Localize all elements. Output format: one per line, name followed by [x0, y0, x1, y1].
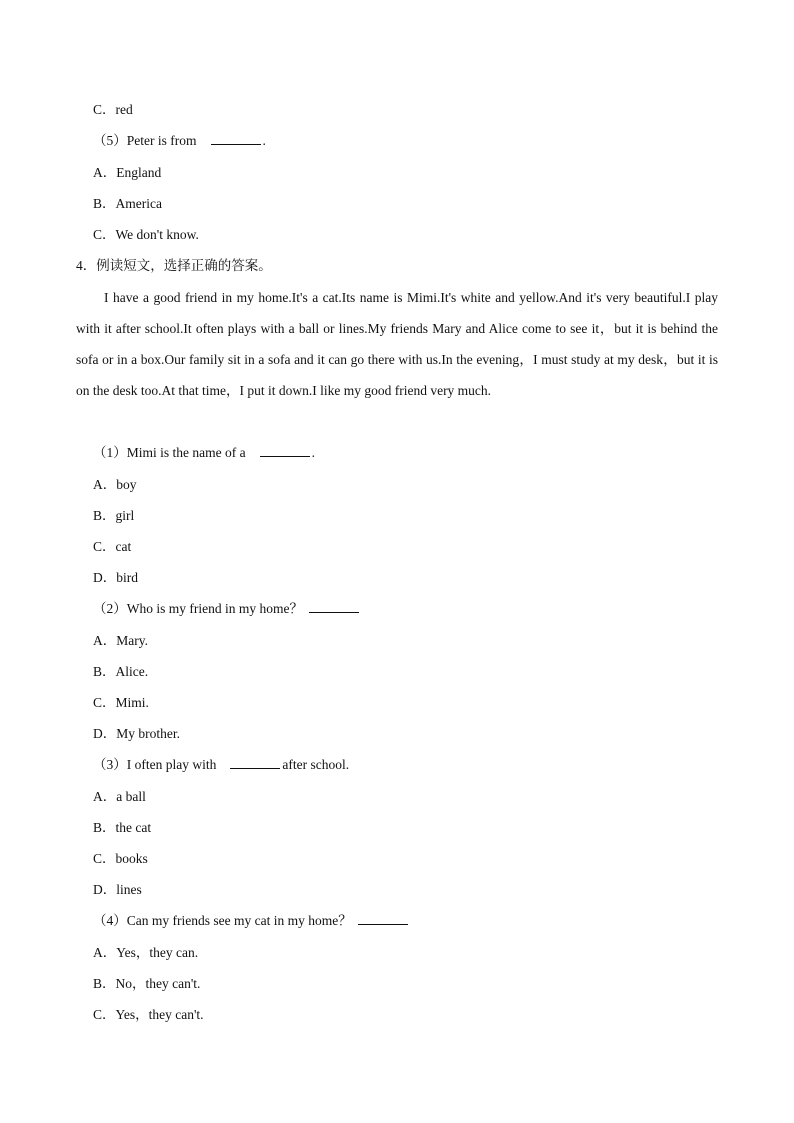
q1-option-d: D．bird [93, 570, 138, 585]
q4-option-c: C．Yes，they can't. [93, 1007, 204, 1022]
q3-option-c: C．books [93, 851, 148, 866]
question-4-text: （4）Can my friends see my cat in my home？ [93, 913, 352, 928]
question-3-end: after school. [282, 757, 350, 772]
q2-option-b: B．Alice. [93, 664, 149, 679]
answer-blank [211, 132, 261, 145]
q1-option-a: A．boy [93, 477, 137, 492]
section-4-heading: 4．例读短文，选择正确的答案。 [76, 258, 272, 273]
q1-option-b: B．girl [93, 508, 135, 523]
q2-option-d: D．My brother. [93, 726, 180, 741]
option-c: C．We don't know. [93, 227, 199, 242]
question-1-text: （1）Mimi is the name of a [93, 445, 246, 460]
q2-option-a: A．Mary. [93, 633, 148, 648]
q2-option-c: C．Mimi. [93, 695, 149, 710]
question-5-text: （5）Peter is from [93, 133, 197, 148]
question-5-end: . [262, 133, 266, 148]
q1-option-c: C．cat [93, 539, 132, 554]
question-3-text: （3）I often play with [93, 757, 217, 772]
reading-passage: I have a good friend in my home.It's a cat.Its name is Mimi.It's white and yellow.And it's very beautiful.I play with it after school.It often plays with a ball or lines.My friends Mary and Alice come to see it，but it is behind the sofa or in a box.Our family sit in a sofa and it can go there with us.In the evening，I must study at my desk，but it is on the desk too.At that time，I put it down.I like my good friend very much. [76, 290, 718, 398]
question-2-text: （2）Who is my friend in my home？ [93, 601, 303, 616]
q4-option-b: B．No，they can't. [93, 976, 201, 991]
q4-option-a: A．Yes，they can. [93, 945, 199, 960]
answer-blank [309, 600, 359, 613]
option-a: A．England [93, 165, 162, 180]
question-4 [93, 912, 410, 930]
q3-option-d: D．lines [93, 882, 142, 897]
q3-option-a: A．a ball [93, 789, 146, 804]
question-1 [93, 444, 315, 462]
option-b: B．America [93, 196, 162, 211]
answer-blank [230, 756, 280, 769]
option-c-red: C．red [93, 102, 133, 117]
question-2 [93, 600, 361, 618]
q3-option-b: B．the cat [93, 820, 152, 835]
question-5 [93, 132, 266, 150]
question-1-end: . [311, 445, 315, 460]
answer-blank [358, 912, 408, 925]
answer-blank [260, 444, 310, 457]
question-3 [93, 756, 349, 774]
